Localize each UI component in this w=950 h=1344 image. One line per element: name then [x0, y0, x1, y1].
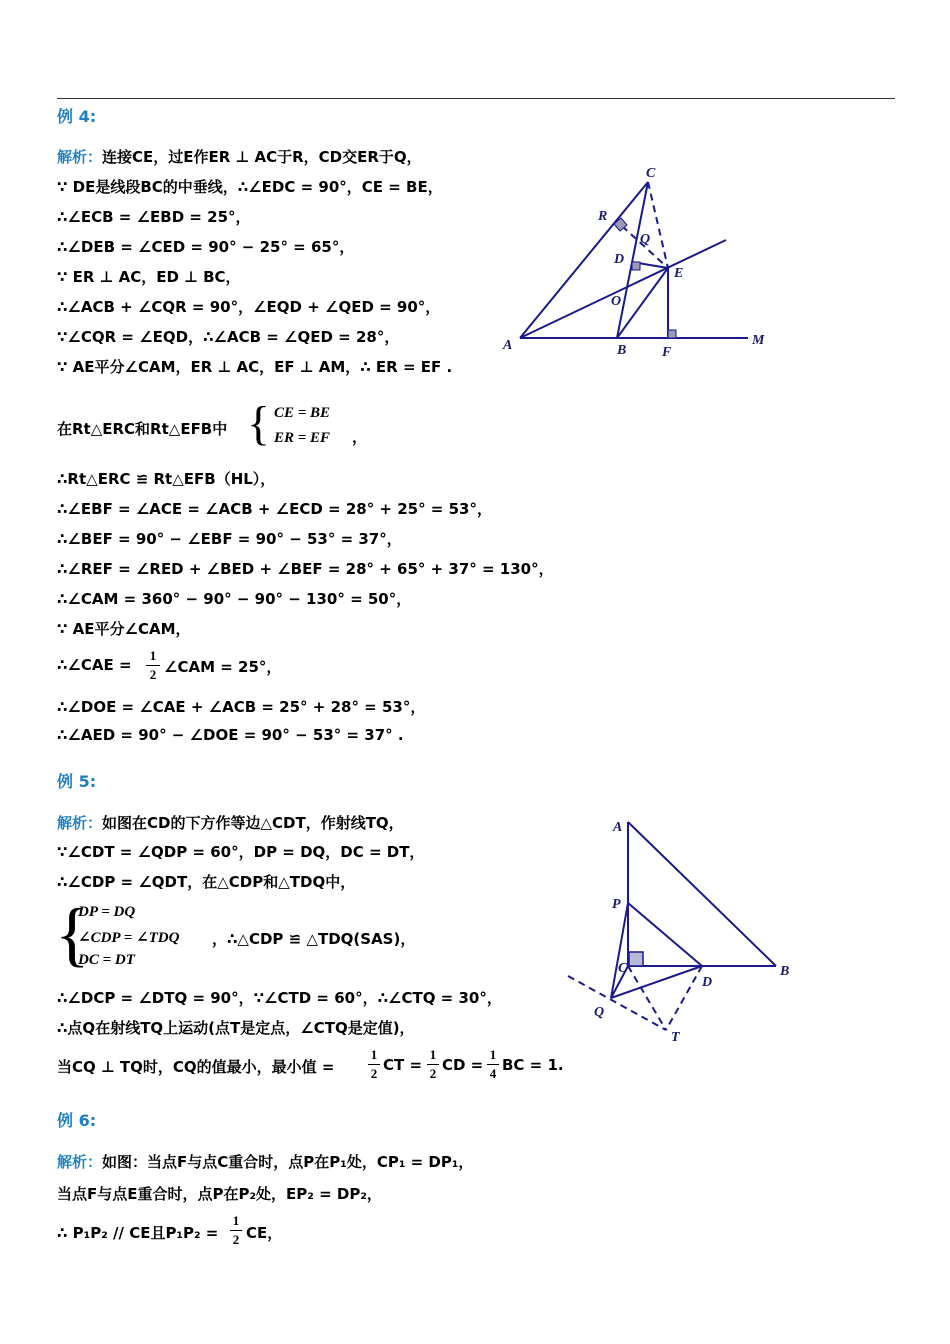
line-DT-dashed [666, 966, 702, 1030]
label-M: M [752, 333, 765, 348]
ex5-last-prefix: 当CQ ⊥ TQ时，CQ的值最小，最小值 = [57, 1058, 335, 1076]
label-A: A [613, 820, 623, 835]
label-D: D [702, 975, 713, 990]
ex6-frac-num: 1 [232, 1213, 240, 1228]
ex5-frac-3 [487, 1047, 499, 1082]
ex4-line-11: ∴∠BEF = 90° − ∠EBF = 90° − 53° = 37°， [57, 530, 402, 548]
ex4-frac-num: 1 [149, 648, 157, 663]
ex4-line-12: ∴∠REF = ∠RED + ∠BED + ∠BEF = 28° + 65° + 37° = 130°， [57, 560, 554, 578]
ex5-system-eq-3: DC = DT [78, 952, 135, 968]
label-T: T [671, 1030, 680, 1045]
ex4-frac-bar [146, 665, 160, 666]
ex4-line-1: 解析：连接CE，过E作ER ⊥ AC于R，CD交ER于Q， [57, 148, 422, 166]
ex6-frac [230, 1213, 242, 1248]
ex5-frac-2 [427, 1047, 439, 1082]
ex4-line-14: ∵ AE平分∠CAM， [57, 620, 191, 638]
ex4-system-brace: { [247, 397, 271, 450]
ex5-frac-1 [368, 1047, 380, 1082]
ex5-frac-1-bar [368, 1064, 380, 1065]
ex4-line-16: ∴∠DOE = ∠CAE + ∠ACB = 25° + 28° = 53°， [57, 698, 426, 716]
ex5-frac-2-den: 2 [429, 1066, 437, 1081]
ex5-last-t2: CD = [442, 1056, 484, 1074]
ex5-frac-3-num: 1 [489, 1047, 497, 1062]
label-Q: Q [640, 232, 651, 247]
ex5-line-4: ∴∠DCP = ∠DTQ = 90°，∵∠CTD = 60°，∴∠CTQ = 30°， [57, 989, 502, 1007]
ex6-frac-den: 2 [232, 1232, 240, 1247]
label-C: C [618, 961, 628, 976]
ex5-line-2: ∵∠CDT = ∠QDP = 60°，DP = DQ，DC = DT， [57, 843, 425, 861]
ex6-last-prefix: ∴ P₁P₂ // CE且P₁P₂ = [57, 1224, 219, 1242]
ex5-frac-2-num: 1 [429, 1047, 437, 1062]
line-AC [520, 182, 651, 338]
ex6-line-2: 当点F与点E重合时，点P在P₂处，EP₂ = DP₂， [57, 1185, 382, 1203]
label-R: R [598, 209, 608, 224]
example-4-heading: 例 4: [57, 107, 97, 126]
ex4-line-7: ∵∠CQR = ∠EQD，∴∠ACB = ∠QED = 28°， [57, 328, 400, 346]
label-B: B [617, 343, 627, 358]
ex4-line-15-suffix: ∠CAM = 25°， [164, 658, 282, 676]
example-5-heading: 例 5: [57, 772, 97, 791]
ex5-frac-3-bar [487, 1064, 499, 1065]
ex5-system-suffix: ，∴△CDP ≌ △TDQ(SAS)， [212, 930, 416, 948]
ex5-last-t1: CT = [383, 1056, 423, 1074]
ex5-frac-1-num: 1 [370, 1047, 378, 1062]
ex4-system-eq-2: ER = EF [274, 430, 331, 446]
label-C: C [646, 166, 656, 181]
ex4-line-5: ∵ ER ⊥ AC，ED ⊥ BC， [57, 268, 241, 286]
ex5-last-t3: BC = 1. [502, 1056, 564, 1074]
label-B: B [780, 964, 790, 979]
label-O: O [611, 294, 622, 309]
ex4-line-4: ∴∠DEB = ∠CED = 90° − 25° = 65°， [57, 238, 355, 256]
label-E: E [674, 266, 684, 281]
ex4-figure [495, 160, 785, 365]
ex5-frac-1-den: 2 [370, 1066, 378, 1081]
label-D: D [614, 252, 625, 267]
ex4-line-3: ∴∠ECB = ∠EBD = 25°， [57, 208, 251, 226]
right-angle-C [629, 952, 643, 966]
ex4-frac [146, 648, 160, 683]
top-rule [57, 98, 895, 99]
ex4-line-13: ∴∠CAM = 360° − 90° − 90° − 130° = 50°， [57, 590, 412, 608]
ex4-line-17: ∴∠AED = 90° − ∠DOE = 90° − 53° = 37° . [57, 726, 404, 744]
ex4-line-2: ∵ DE是线段BC的中垂线，∴∠EDC = 90°，CE = BE， [57, 178, 443, 196]
label-A: A [503, 338, 513, 353]
ex5-figure [560, 812, 800, 1047]
line-AB [628, 822, 776, 966]
ex5-line-1: 解析：如图在CD的下方作等边△CDT，作射线TQ， [57, 814, 404, 832]
ex4-line-15-prefix: ∴∠CAE = [57, 656, 132, 674]
ex5-frac-2-bar [427, 1064, 439, 1065]
ex4-line-9: ∴Rt△ERC ≌ Rt△EFB（HL）， [57, 470, 276, 488]
ex4-system-suffix: ， [352, 428, 368, 446]
line-CE-dashed [648, 182, 668, 268]
ex4-line-10: ∴∠EBF = ∠ACE = ∠ACB + ∠ECD = 28° + 25° = 53°， [57, 500, 492, 518]
ex4-line-6: ∴∠ACB + ∠CQR = 90°，∠EQD + ∠QED = 90°， [57, 298, 441, 316]
label-F: F [662, 345, 672, 360]
ex6-frac-bar [230, 1230, 242, 1231]
ex4-frac-den: 2 [149, 667, 157, 682]
ex4-line-8: ∵ AE平分∠CAM，ER ⊥ AC，EF ⊥ AM，∴ ER = EF . [57, 358, 453, 376]
label-Q: Q [594, 1005, 605, 1020]
ex5-system-brace: { [55, 894, 90, 974]
ex4-system-eq-1: CE = BE [274, 405, 331, 421]
ex6-last-suffix: CE， [246, 1224, 283, 1242]
right-angle-D [632, 262, 640, 270]
right-angle-F [668, 330, 676, 338]
ex5-frac-3-den: 4 [489, 1066, 497, 1081]
ex5-line-3: ∴∠CDP = ∠QDT，在△CDP和△TDQ中， [57, 873, 356, 891]
ex6-line-1: 解析：如图：当点F与点C重合时，点P在P₁处，CP₁ = DP₁， [57, 1153, 474, 1171]
label-P: P [612, 897, 621, 912]
ex4-system-prefix: 在Rt△ERC和Rt△EFB中 [57, 420, 228, 438]
ex5-system-eq-2: ∠CDP = ∠TDQ [78, 930, 180, 946]
example-6-heading: 例 6: [57, 1111, 97, 1130]
ex5-line-5: ∴点Q在射线TQ上运动(点T是定点，∠CTQ是定值)， [57, 1019, 415, 1037]
ex5-system-eq-1: DP = DQ [78, 904, 136, 920]
